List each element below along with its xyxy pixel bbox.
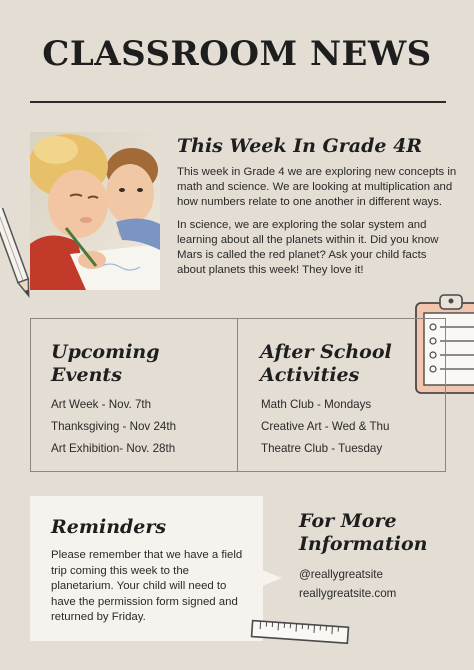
page-title: CLASSROOM NEWS	[42, 34, 432, 74]
events-title	[51, 341, 160, 387]
events-title-line: Upcoming	[51, 341, 160, 363]
contact-title-line: For More	[299, 510, 397, 532]
list-item: Thanksgiving - Nov 24th	[51, 420, 177, 433]
list-item: Art Week - Nov. 7th	[51, 398, 152, 411]
list-item: Math Club - Mondays	[261, 398, 372, 411]
feature-paragraph: This week in Grade 4 we are exploring new concepts in math and science. We are looking at multiplication and how numbers relate to one another in different ways.	[177, 166, 457, 208]
contact-title	[299, 510, 459, 556]
reminders-body: Please remember that we have a field trip coming this week to the planetarium. Your child will need to have the permission form signed and returned by Friday.	[51, 549, 243, 623]
events-list	[51, 394, 176, 460]
grid-divider	[237, 318, 238, 472]
social-handle-link[interactable]: @reallygreatsite	[299, 568, 383, 581]
speech-tail	[262, 570, 282, 586]
website-link[interactable]: reallygreatsite.com	[299, 587, 397, 600]
pencil-icon	[0, 208, 30, 300]
events-title-line: Events	[51, 364, 122, 386]
list-item: Theatre Club - Tuesday	[261, 442, 383, 455]
activities-title-line: After School	[260, 341, 392, 363]
ruler-icon	[250, 618, 352, 646]
activities-list	[261, 394, 389, 460]
feature-body	[177, 165, 457, 278]
children-drawing-photo	[30, 132, 160, 290]
reminders-title: Reminders	[51, 516, 167, 538]
feature-paragraph: In science, we are exploring the solar system and learning about all the planets within it. Did you know Mars is called the red planet? Ask your child facts about planets this week! They love it!	[177, 219, 439, 276]
activities-title-line: Activities	[260, 364, 360, 386]
title-divider	[30, 101, 446, 103]
activities-title	[260, 341, 392, 387]
feature-title: This Week In Grade 4R	[177, 135, 423, 157]
list-item: Creative Art - Wed & Thu	[261, 420, 390, 433]
list-item: Art Exhibition- Nov. 28th	[51, 442, 176, 455]
contact-title-line: Information	[299, 533, 428, 555]
